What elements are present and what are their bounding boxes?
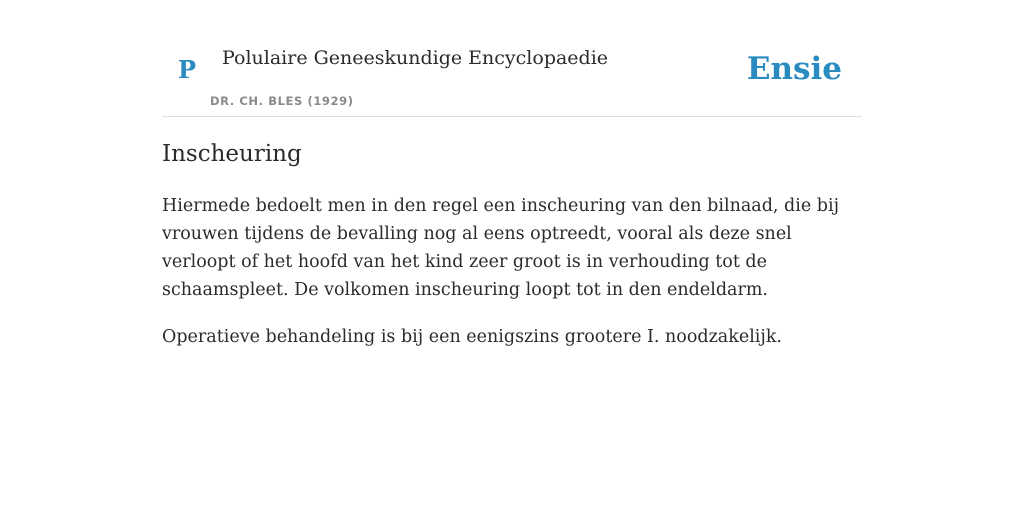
book-logo-icon[interactable]: P bbox=[178, 55, 197, 84]
entry-body bbox=[162, 192, 862, 370]
entry-paragraph: Hiermede bedoelt men in den regel een inscheuring van den bilnaad, die bij vrouwen tijdens de bevalling nog al eens optreedt, vooral als deze snel verloopt of het hoofd van het kind zeer groot is in verhouding tot de schaamspleet. De volkomen inscheuring loopt tot in den endeldarm. bbox=[162, 196, 839, 300]
book-title-link[interactable]: Polulaire Geneeskundige Encyclopaedie bbox=[222, 47, 609, 69]
entry-title: Inscheuring bbox=[162, 141, 302, 167]
entry-paragraph: Operatieve behandeling is bij een eenigszins grootere I. noodzakelijk. bbox=[162, 327, 782, 347]
header bbox=[162, 0, 862, 117]
book-author: DR. CH. BLES (1929) bbox=[210, 94, 354, 108]
ensie-logo-link[interactable]: Ensie bbox=[746, 51, 842, 87]
